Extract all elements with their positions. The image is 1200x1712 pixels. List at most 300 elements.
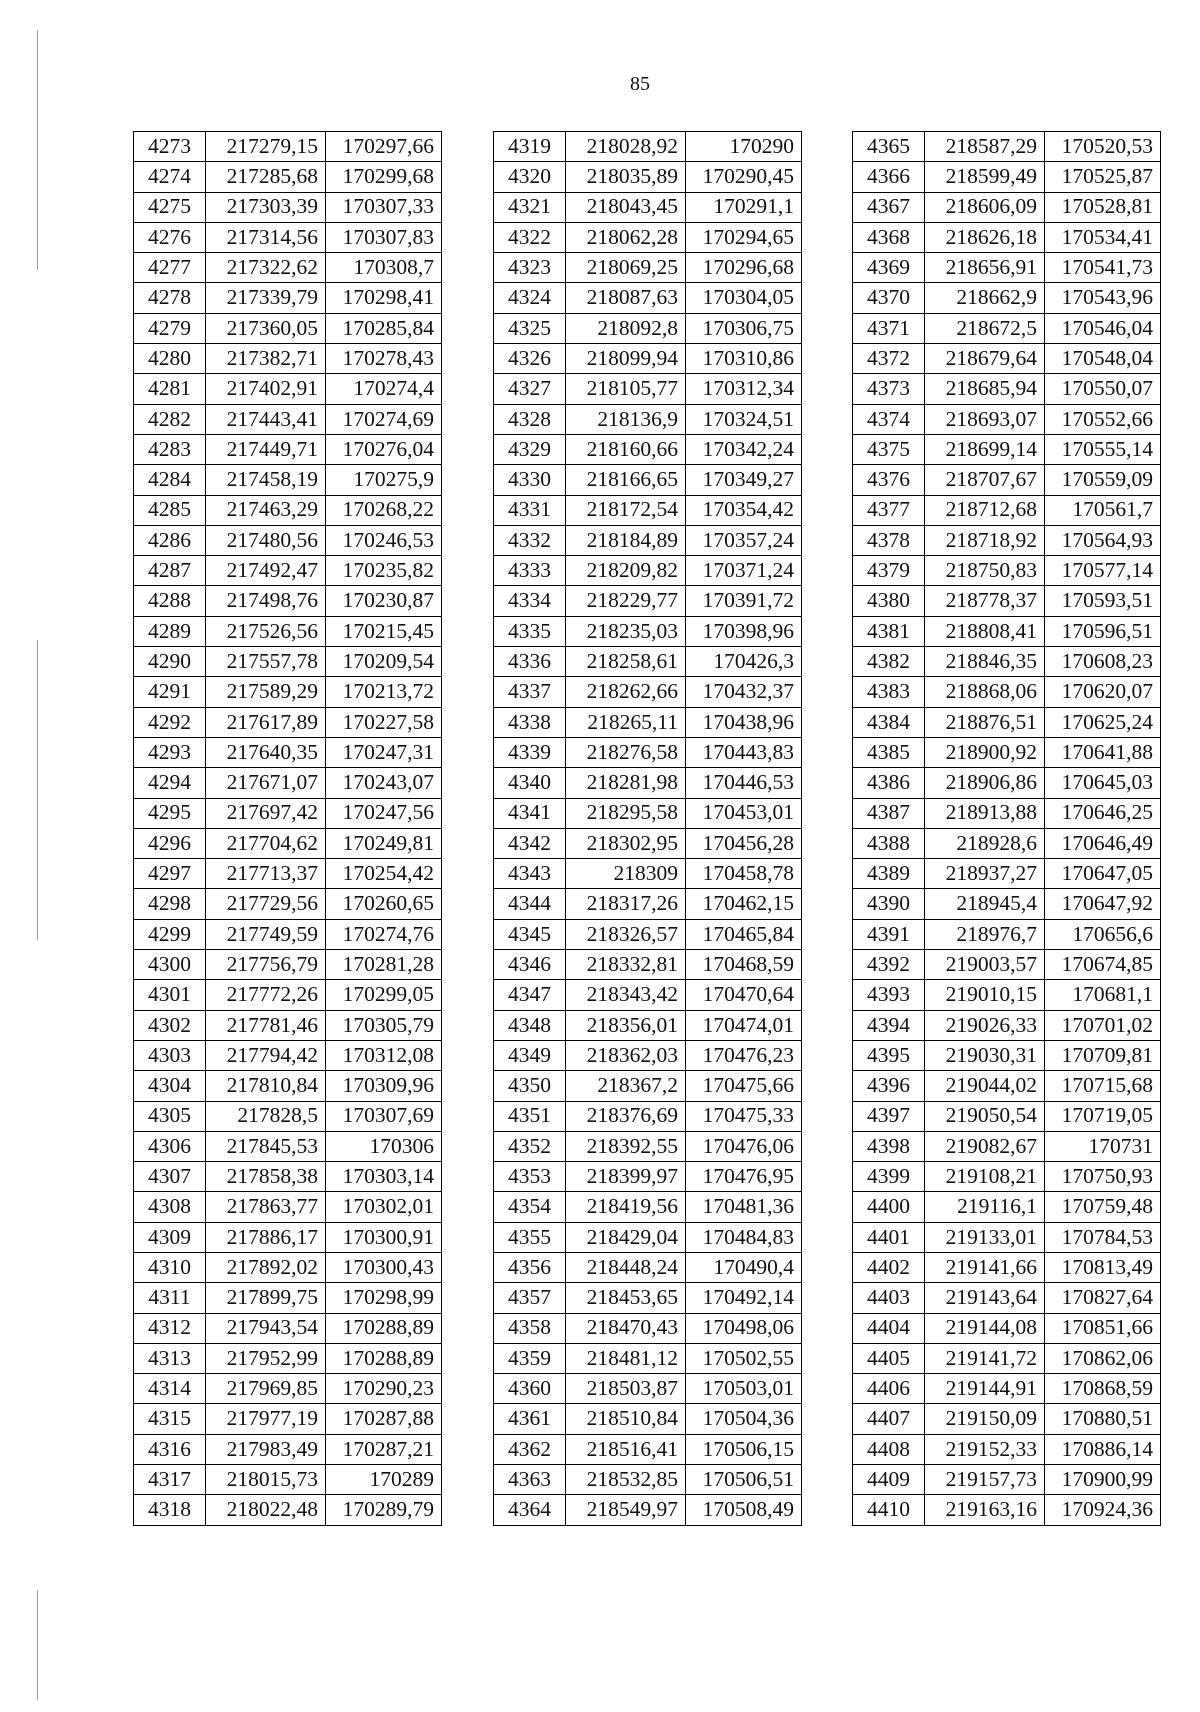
point-number-cell: 4335 [494, 616, 566, 646]
x-coordinate-cell: 219163,16 [925, 1495, 1045, 1525]
point-number-cell: 4294 [134, 768, 206, 798]
y-coordinate-cell: 170274,76 [326, 919, 442, 949]
table-row [853, 495, 1161, 525]
table-row [853, 222, 1161, 252]
y-coordinate-cell: 170620,07 [1045, 677, 1161, 707]
table-row [853, 859, 1161, 889]
point-number-cell: 4334 [494, 586, 566, 616]
point-number-cell: 4280 [134, 344, 206, 374]
point-number-cell: 4347 [494, 980, 566, 1010]
x-coordinate-cell: 217617,89 [206, 707, 326, 737]
table-row [853, 677, 1161, 707]
y-coordinate-cell: 170304,05 [686, 283, 802, 313]
point-number-cell: 4299 [134, 919, 206, 949]
table-row [853, 950, 1161, 980]
y-coordinate-cell: 170438,96 [686, 707, 802, 737]
x-coordinate-cell: 218481,12 [566, 1343, 686, 1373]
point-number-cell: 4359 [494, 1343, 566, 1373]
point-number-cell: 4358 [494, 1313, 566, 1343]
point-number-cell: 4380 [853, 586, 925, 616]
y-coordinate-cell: 170307,83 [326, 222, 442, 252]
x-coordinate-cell: 218606,09 [925, 192, 1045, 222]
table-row [134, 1283, 442, 1313]
x-coordinate-cell: 218718,92 [925, 525, 1045, 555]
y-coordinate-cell: 170731 [1045, 1131, 1161, 1161]
x-coordinate-cell: 218750,83 [925, 556, 1045, 586]
point-number-cell: 4383 [853, 677, 925, 707]
x-coordinate-cell: 218069,25 [566, 253, 686, 283]
x-coordinate-cell: 218429,04 [566, 1222, 686, 1252]
x-coordinate-cell: 218626,18 [925, 222, 1045, 252]
x-coordinate-cell: 218778,37 [925, 586, 1045, 616]
x-coordinate-cell: 218362,03 [566, 1040, 686, 1070]
point-number-cell: 4345 [494, 919, 566, 949]
point-number-cell: 4323 [494, 253, 566, 283]
table-row [853, 798, 1161, 828]
point-number-cell: 4355 [494, 1222, 566, 1252]
x-coordinate-cell: 218906,86 [925, 768, 1045, 798]
point-number-cell: 4404 [853, 1313, 925, 1343]
y-coordinate-cell: 170281,28 [326, 950, 442, 980]
table-row [134, 162, 442, 192]
y-coordinate-cell: 170750,93 [1045, 1162, 1161, 1192]
y-coordinate-cell: 170462,15 [686, 889, 802, 919]
y-coordinate-cell: 170288,89 [326, 1343, 442, 1373]
x-coordinate-cell: 218332,81 [566, 950, 686, 980]
y-coordinate-cell: 170398,96 [686, 616, 802, 646]
point-number-cell: 4318 [134, 1495, 206, 1525]
point-number-cell: 4276 [134, 222, 206, 252]
y-coordinate-cell: 170391,72 [686, 586, 802, 616]
table-row [494, 1465, 802, 1495]
table-row [494, 1404, 802, 1434]
x-coordinate-cell: 218043,45 [566, 192, 686, 222]
table-row [134, 1343, 442, 1373]
point-number-cell: 4303 [134, 1040, 206, 1070]
table-row [134, 525, 442, 555]
point-number-cell: 4290 [134, 647, 206, 677]
point-number-cell: 4311 [134, 1283, 206, 1313]
y-coordinate-cell: 170827,64 [1045, 1283, 1161, 1313]
table-row [494, 1071, 802, 1101]
table-row [853, 616, 1161, 646]
point-number-cell: 4341 [494, 798, 566, 828]
x-coordinate-cell: 218343,42 [566, 980, 686, 1010]
table-row [853, 1010, 1161, 1040]
table-row [134, 707, 442, 737]
table-row [134, 1222, 442, 1252]
y-coordinate-cell: 170924,36 [1045, 1495, 1161, 1525]
table-row [134, 1465, 442, 1495]
table-row [134, 1374, 442, 1404]
point-number-cell: 4389 [853, 859, 925, 889]
point-number-cell: 4394 [853, 1010, 925, 1040]
x-coordinate-cell: 217458,19 [206, 465, 326, 495]
point-number-cell: 4346 [494, 950, 566, 980]
x-coordinate-cell: 217969,85 [206, 1374, 326, 1404]
point-number-cell: 4314 [134, 1374, 206, 1404]
page-number: 85 [630, 73, 650, 95]
point-number-cell: 4305 [134, 1101, 206, 1131]
point-number-cell: 4275 [134, 192, 206, 222]
x-coordinate-cell: 218265,11 [566, 707, 686, 737]
y-coordinate-cell: 170504,36 [686, 1404, 802, 1434]
x-coordinate-cell: 218707,67 [925, 465, 1045, 495]
point-number-cell: 4304 [134, 1071, 206, 1101]
point-number-cell: 4367 [853, 192, 925, 222]
y-coordinate-cell: 170468,59 [686, 950, 802, 980]
point-number-cell: 4297 [134, 859, 206, 889]
table-row [134, 889, 442, 919]
x-coordinate-cell: 218262,66 [566, 677, 686, 707]
x-coordinate-cell: 219150,09 [925, 1404, 1045, 1434]
y-coordinate-cell: 170475,66 [686, 1071, 802, 1101]
table-row [494, 525, 802, 555]
y-coordinate-cell: 170561,7 [1045, 495, 1161, 525]
y-coordinate-cell: 170268,22 [326, 495, 442, 525]
y-coordinate-cell: 170274,4 [326, 374, 442, 404]
y-coordinate-cell: 170303,14 [326, 1162, 442, 1192]
y-coordinate-cell: 170759,48 [1045, 1192, 1161, 1222]
x-coordinate-cell: 218846,35 [925, 647, 1045, 677]
point-number-cell: 4307 [134, 1162, 206, 1192]
y-coordinate-cell: 170312,34 [686, 374, 802, 404]
table-row [494, 222, 802, 252]
table-row [853, 434, 1161, 464]
y-coordinate-cell: 170276,04 [326, 434, 442, 464]
point-number-cell: 4399 [853, 1162, 925, 1192]
y-coordinate-cell: 170625,24 [1045, 707, 1161, 737]
point-number-cell: 4357 [494, 1283, 566, 1313]
coordinates-table-1 [133, 131, 442, 1526]
y-coordinate-cell: 170243,07 [326, 768, 442, 798]
point-number-cell: 4330 [494, 465, 566, 495]
y-coordinate-cell: 170555,14 [1045, 434, 1161, 464]
point-number-cell: 4409 [853, 1465, 925, 1495]
x-coordinate-cell: 218326,57 [566, 919, 686, 949]
table-row [494, 283, 802, 313]
y-coordinate-cell: 170508,49 [686, 1495, 802, 1525]
table-row [134, 950, 442, 980]
point-number-cell: 4293 [134, 737, 206, 767]
x-coordinate-cell: 219144,91 [925, 1374, 1045, 1404]
x-coordinate-cell: 218295,58 [566, 798, 686, 828]
x-coordinate-cell: 218235,03 [566, 616, 686, 646]
point-number-cell: 4403 [853, 1283, 925, 1313]
point-number-cell: 4386 [853, 768, 925, 798]
point-number-cell: 4397 [853, 1101, 925, 1131]
y-coordinate-cell: 170502,55 [686, 1343, 802, 1373]
point-number-cell: 4279 [134, 313, 206, 343]
y-coordinate-cell: 170305,79 [326, 1010, 442, 1040]
y-coordinate-cell: 170543,96 [1045, 283, 1161, 313]
point-number-cell: 4363 [494, 1465, 566, 1495]
point-number-cell: 4288 [134, 586, 206, 616]
table-row [494, 950, 802, 980]
table-row [134, 1040, 442, 1070]
table-row [494, 889, 802, 919]
point-number-cell: 4378 [853, 525, 925, 555]
x-coordinate-cell: 217756,79 [206, 950, 326, 980]
x-coordinate-cell: 218662,9 [925, 283, 1045, 313]
x-coordinate-cell: 218281,98 [566, 768, 686, 798]
point-number-cell: 4302 [134, 1010, 206, 1040]
y-coordinate-cell: 170247,31 [326, 737, 442, 767]
table-row [494, 1252, 802, 1282]
y-coordinate-cell: 170310,86 [686, 344, 802, 374]
y-coordinate-cell: 170525,87 [1045, 162, 1161, 192]
y-coordinate-cell: 170312,08 [326, 1040, 442, 1070]
y-coordinate-cell: 170298,41 [326, 283, 442, 313]
point-number-cell: 4273 [134, 132, 206, 162]
table-row [134, 132, 442, 162]
table-row [134, 586, 442, 616]
x-coordinate-cell: 218309 [566, 859, 686, 889]
point-number-cell: 4352 [494, 1131, 566, 1161]
x-coordinate-cell: 218448,24 [566, 1252, 686, 1282]
table-row [494, 556, 802, 586]
x-coordinate-cell: 217781,46 [206, 1010, 326, 1040]
y-coordinate-cell: 170230,87 [326, 586, 442, 616]
table-row [134, 1101, 442, 1131]
y-coordinate-cell: 170300,91 [326, 1222, 442, 1252]
y-coordinate-cell: 170470,64 [686, 980, 802, 1010]
x-coordinate-cell: 219082,67 [925, 1131, 1045, 1161]
point-number-cell: 4368 [853, 222, 925, 252]
y-coordinate-cell: 170249,81 [326, 828, 442, 858]
point-number-cell: 4327 [494, 374, 566, 404]
y-coordinate-cell: 170813,49 [1045, 1252, 1161, 1282]
x-coordinate-cell: 218699,14 [925, 434, 1045, 464]
x-coordinate-cell: 219044,02 [925, 1071, 1045, 1101]
y-coordinate-cell: 170288,89 [326, 1313, 442, 1343]
x-coordinate-cell: 219116,1 [925, 1192, 1045, 1222]
y-coordinate-cell: 170300,43 [326, 1252, 442, 1282]
x-coordinate-cell: 217339,79 [206, 283, 326, 313]
table-row [494, 1313, 802, 1343]
table-row [494, 1343, 802, 1373]
y-coordinate-cell: 170492,14 [686, 1283, 802, 1313]
table-row [494, 616, 802, 646]
table-row [853, 313, 1161, 343]
x-coordinate-cell: 219030,31 [925, 1040, 1045, 1070]
point-number-cell: 4319 [494, 132, 566, 162]
point-number-cell: 4296 [134, 828, 206, 858]
y-coordinate-cell: 170275,9 [326, 465, 442, 495]
x-coordinate-cell: 217828,5 [206, 1101, 326, 1131]
x-coordinate-cell: 217449,71 [206, 434, 326, 464]
point-number-cell: 4393 [853, 980, 925, 1010]
x-coordinate-cell: 218937,27 [925, 859, 1045, 889]
table-row [853, 1071, 1161, 1101]
point-number-cell: 4390 [853, 889, 925, 919]
x-coordinate-cell: 219108,21 [925, 1162, 1045, 1192]
x-coordinate-cell: 219141,72 [925, 1343, 1045, 1373]
table-row [494, 374, 802, 404]
x-coordinate-cell: 219144,08 [925, 1313, 1045, 1343]
table-row [853, 1101, 1161, 1131]
x-coordinate-cell: 217671,07 [206, 768, 326, 798]
table-row [134, 1071, 442, 1101]
y-coordinate-cell: 170656,6 [1045, 919, 1161, 949]
x-coordinate-cell: 218913,88 [925, 798, 1045, 828]
y-coordinate-cell: 170593,51 [1045, 586, 1161, 616]
table-row [134, 465, 442, 495]
y-coordinate-cell: 170289 [326, 1465, 442, 1495]
table-row [494, 707, 802, 737]
point-number-cell: 4384 [853, 707, 925, 737]
table-row [494, 1010, 802, 1040]
x-coordinate-cell: 219133,01 [925, 1222, 1045, 1252]
coordinates-table-3 [852, 131, 1161, 1526]
y-coordinate-cell: 170426,3 [686, 647, 802, 677]
point-number-cell: 4392 [853, 950, 925, 980]
x-coordinate-cell: 218022,48 [206, 1495, 326, 1525]
point-number-cell: 4407 [853, 1404, 925, 1434]
y-coordinate-cell: 170278,43 [326, 344, 442, 374]
table-row [134, 768, 442, 798]
table-row [853, 1465, 1161, 1495]
point-number-cell: 4337 [494, 677, 566, 707]
x-coordinate-cell: 218868,06 [925, 677, 1045, 707]
table-row [853, 1404, 1161, 1434]
x-coordinate-cell: 218928,6 [925, 828, 1045, 858]
table-row [134, 919, 442, 949]
table-row [853, 586, 1161, 616]
x-coordinate-cell: 217858,38 [206, 1162, 326, 1192]
table-row [853, 1374, 1161, 1404]
y-coordinate-cell: 170465,84 [686, 919, 802, 949]
point-number-cell: 4360 [494, 1374, 566, 1404]
x-coordinate-cell: 218087,63 [566, 283, 686, 313]
y-coordinate-cell: 170306,75 [686, 313, 802, 343]
x-coordinate-cell: 217749,59 [206, 919, 326, 949]
y-coordinate-cell: 170715,68 [1045, 1071, 1161, 1101]
x-coordinate-cell: 218184,89 [566, 525, 686, 555]
y-coordinate-cell: 170490,4 [686, 1252, 802, 1282]
point-number-cell: 4410 [853, 1495, 925, 1525]
table-row [134, 1313, 442, 1343]
table-row [853, 737, 1161, 767]
point-number-cell: 4338 [494, 707, 566, 737]
x-coordinate-cell: 217480,56 [206, 525, 326, 555]
x-coordinate-cell: 218166,65 [566, 465, 686, 495]
y-coordinate-cell: 170674,85 [1045, 950, 1161, 980]
y-coordinate-cell: 170209,54 [326, 647, 442, 677]
point-number-cell: 4287 [134, 556, 206, 586]
x-coordinate-cell: 218712,68 [925, 495, 1045, 525]
point-number-cell: 4356 [494, 1252, 566, 1282]
point-number-cell: 4373 [853, 374, 925, 404]
table-row [494, 1192, 802, 1222]
scan-margin-line [37, 1590, 38, 1700]
point-number-cell: 4325 [494, 313, 566, 343]
point-number-cell: 4349 [494, 1040, 566, 1070]
point-number-cell: 4369 [853, 253, 925, 283]
y-coordinate-cell: 170247,56 [326, 798, 442, 828]
x-coordinate-cell: 217557,78 [206, 647, 326, 677]
x-coordinate-cell: 218356,01 [566, 1010, 686, 1040]
y-coordinate-cell: 170309,96 [326, 1071, 442, 1101]
y-coordinate-cell: 170298,99 [326, 1283, 442, 1313]
point-number-cell: 4402 [853, 1252, 925, 1282]
point-number-cell: 4274 [134, 162, 206, 192]
table-row [853, 344, 1161, 374]
x-coordinate-cell: 218419,56 [566, 1192, 686, 1222]
x-coordinate-cell: 217845,53 [206, 1131, 326, 1161]
table-row [853, 374, 1161, 404]
y-coordinate-cell: 170299,05 [326, 980, 442, 1010]
y-coordinate-cell: 170290 [686, 132, 802, 162]
table-row [494, 162, 802, 192]
y-coordinate-cell: 170784,53 [1045, 1222, 1161, 1252]
table-row [853, 768, 1161, 798]
point-number-cell: 4408 [853, 1434, 925, 1464]
y-coordinate-cell: 170596,51 [1045, 616, 1161, 646]
y-coordinate-cell: 170260,65 [326, 889, 442, 919]
table-row [494, 647, 802, 677]
table-row [494, 192, 802, 222]
table-row [853, 1131, 1161, 1161]
point-number-cell: 4354 [494, 1192, 566, 1222]
x-coordinate-cell: 217443,41 [206, 404, 326, 434]
y-coordinate-cell: 170213,72 [326, 677, 442, 707]
point-number-cell: 4329 [494, 434, 566, 464]
point-number-cell: 4364 [494, 1495, 566, 1525]
point-number-cell: 4317 [134, 1465, 206, 1495]
table-row [853, 1343, 1161, 1373]
table-row [494, 253, 802, 283]
y-coordinate-cell: 170357,24 [686, 525, 802, 555]
table-row [853, 162, 1161, 192]
point-number-cell: 4398 [853, 1131, 925, 1161]
y-coordinate-cell: 170546,04 [1045, 313, 1161, 343]
table-row [134, 737, 442, 767]
point-number-cell: 4277 [134, 253, 206, 283]
x-coordinate-cell: 218035,89 [566, 162, 686, 192]
table-row [853, 253, 1161, 283]
point-number-cell: 4313 [134, 1343, 206, 1373]
point-number-cell: 4387 [853, 798, 925, 828]
table-row [134, 313, 442, 343]
x-coordinate-cell: 218392,55 [566, 1131, 686, 1161]
y-coordinate-cell: 170476,95 [686, 1162, 802, 1192]
point-number-cell: 4370 [853, 283, 925, 313]
x-coordinate-cell: 218876,51 [925, 707, 1045, 737]
x-coordinate-cell: 217322,62 [206, 253, 326, 283]
table-row [494, 1374, 802, 1404]
table-row [134, 344, 442, 374]
x-coordinate-cell: 217729,56 [206, 889, 326, 919]
point-number-cell: 4388 [853, 828, 925, 858]
table-row [494, 434, 802, 464]
y-coordinate-cell: 170274,69 [326, 404, 442, 434]
point-number-cell: 4278 [134, 283, 206, 313]
x-coordinate-cell: 218105,77 [566, 374, 686, 404]
x-coordinate-cell: 217952,99 [206, 1343, 326, 1373]
y-coordinate-cell: 170646,25 [1045, 798, 1161, 828]
y-coordinate-cell: 170886,14 [1045, 1434, 1161, 1464]
x-coordinate-cell: 218062,28 [566, 222, 686, 252]
x-coordinate-cell: 217279,15 [206, 132, 326, 162]
y-coordinate-cell: 170559,09 [1045, 465, 1161, 495]
point-number-cell: 4336 [494, 647, 566, 677]
y-coordinate-cell: 170647,92 [1045, 889, 1161, 919]
x-coordinate-cell: 218945,4 [925, 889, 1045, 919]
point-number-cell: 4395 [853, 1040, 925, 1070]
y-coordinate-cell: 170290,23 [326, 1374, 442, 1404]
y-coordinate-cell: 170646,49 [1045, 828, 1161, 858]
